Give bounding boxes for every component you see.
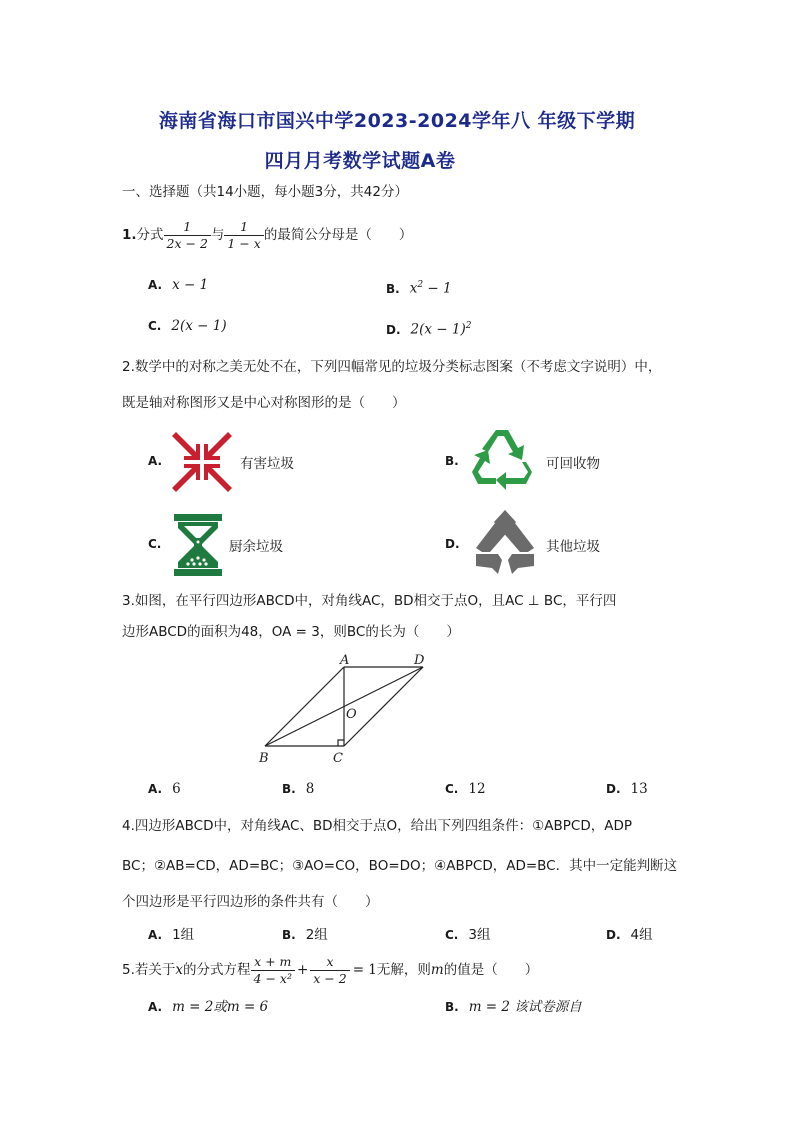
question-3-line1: 3.如图，在平行四边形ABCD中，对角线AC，BD相交于点O，且AC ⊥ BC，平行四 <box>122 593 617 609</box>
fraction-numerator: x + m <box>251 954 295 971</box>
option-letter: D. <box>606 782 621 796</box>
q1-option-a <box>148 275 208 295</box>
q5-var-m: m <box>430 962 444 978</box>
q4-option-a <box>148 925 194 945</box>
q2-option-a-letter <box>148 453 172 469</box>
option-text: 2组 <box>305 927 328 943</box>
q1-fraction-1 <box>164 219 211 252</box>
option-letter: C. <box>148 537 162 551</box>
q5-option-b <box>445 997 582 1017</box>
q4-option-d <box>606 925 653 945</box>
q1-fraction-2 <box>224 219 263 252</box>
option-text: 8 <box>305 781 315 797</box>
q5-mid: 的分式方程 <box>183 962 251 978</box>
q1-prefix: 分式 <box>136 227 164 243</box>
exponent: 2 <box>417 280 424 290</box>
option-letter: B. <box>445 1000 459 1014</box>
q2-option-d-label: 其他垃圾 <box>546 539 600 555</box>
parallelogram-figure <box>250 650 440 770</box>
fraction-denominator: 1 − x <box>227 235 261 251</box>
q5-fraction-1 <box>251 954 295 987</box>
hazard-arrows-icon <box>170 430 234 494</box>
recycle-icon <box>466 426 538 492</box>
q3-option-a <box>148 779 181 799</box>
q4-option-b <box>282 925 328 945</box>
option-letter: A. <box>148 278 163 292</box>
exam-title-line2: 四月月考数学试题A卷 <box>264 150 456 172</box>
option-letter: C. <box>445 782 459 796</box>
option-text: 2(x − 1) <box>171 318 227 334</box>
option-text: 3组 <box>468 927 491 943</box>
point-label-o: O <box>346 707 357 722</box>
q3-option-c <box>445 779 486 799</box>
question-5 <box>122 948 538 992</box>
q2-option-c-label: 厨余垃圾 <box>229 539 283 555</box>
option-letter: D. <box>386 322 401 337</box>
option-text: m = 2或m = 6 <box>172 999 269 1015</box>
option-letter: B. <box>282 782 296 796</box>
q5-equals: = 1 <box>352 962 377 978</box>
fraction-numerator: 1 <box>164 219 211 236</box>
q5-prefix: 5.若关于 <box>122 962 176 978</box>
q2-option-d-letter <box>445 536 470 552</box>
q5-plus: + <box>296 962 309 978</box>
question-4-line2: BC；②AB=CD，AD=BC；③AO=CO，BO=DO；④ABPCD，AD=BC．其中一定能判断这 <box>122 858 678 874</box>
q5-fraction-2 <box>310 954 349 987</box>
q5-suffix1: 无解，则 <box>376 962 431 978</box>
q5-var-x: x <box>175 962 184 978</box>
q1-suffix: 的最简公分母是（ ） <box>263 227 413 243</box>
question-4-line3: 个四边形是平行四边形的条件共有（ ） <box>122 894 379 910</box>
q2-option-b-label: 可回收物 <box>546 456 600 472</box>
option-text: x <box>409 280 418 297</box>
question-2-line1: 2.数学中的对称之美无处不在，下列四幅常见的垃圾分类标志图案（不考虑文字说明）中， <box>122 359 662 375</box>
exam-title-line1: 海南省海口市国兴中学2023-2024学年八 年级下学期 <box>158 110 636 132</box>
q3-option-d <box>606 779 648 799</box>
q3-option-b <box>282 779 314 799</box>
q4-option-c <box>445 925 490 945</box>
section-heading: 一、选择题（共14小题，每小题3分，共42分） <box>122 184 408 200</box>
option-letter: D. <box>445 537 460 551</box>
q5-suffix2: 的值是（ ） <box>443 962 539 978</box>
q5-option-a <box>148 997 268 1017</box>
other-waste-icon <box>468 508 542 580</box>
option-letter: A. <box>148 454 163 468</box>
option-letter: B. <box>445 454 459 468</box>
vertex-label-d: D <box>414 653 425 668</box>
fraction-denominator: x − 2 <box>313 970 347 986</box>
question-2-line2: 既是轴对称图形又是中心对称图形的是（ ） <box>122 395 406 411</box>
q1-option-b <box>386 275 452 299</box>
question-number: 1. <box>122 227 137 243</box>
option-text: 13 <box>630 781 648 797</box>
option-letter: A. <box>148 928 163 942</box>
option-text: 6 <box>172 781 181 797</box>
option-text: 4组 <box>630 927 653 943</box>
option-text: 1组 <box>172 927 195 943</box>
fraction-numerator: x <box>310 954 349 971</box>
hourglass-icon <box>172 514 224 576</box>
segment-ab <box>265 667 344 746</box>
option-letter: B. <box>282 928 296 942</box>
option-text: x − 1 <box>172 277 209 293</box>
option-letter: D. <box>606 928 621 942</box>
q2-option-a-label: 有害垃圾 <box>240 456 294 472</box>
option-text: 12 <box>468 781 486 797</box>
exponent: 2 <box>465 321 472 331</box>
option-letter: C. <box>445 928 459 942</box>
option-letter: A. <box>148 782 163 796</box>
fraction-denominator: 4 − x² <box>253 970 292 986</box>
vertex-label-a: A <box>340 653 350 668</box>
option-text: m = 2 该试卷源自 <box>468 999 582 1015</box>
option-text: − 1 <box>423 280 452 297</box>
q1-option-d <box>386 316 472 340</box>
fraction-numerator: 1 <box>224 219 263 236</box>
option-letter: B. <box>386 281 400 296</box>
question-4-line1: 4.四边形ABCD中，对角线AC、BD相交于点O，给出下列四组条件：①ABPCD，ADP <box>122 818 632 834</box>
question-3-line2: 边形ABCD的面积为48，OA = 3，则BC的长为（ ） <box>122 624 460 640</box>
q2-option-c-letter <box>148 536 171 552</box>
q1-mid: 与 <box>210 227 225 243</box>
vertex-label-b: B <box>259 751 269 766</box>
vertex-label-c: C <box>333 751 343 766</box>
right-angle-mark <box>338 740 344 746</box>
option-letter: C. <box>148 319 162 333</box>
fraction-denominator: 2x − 2 <box>166 235 208 251</box>
option-text: 2(x − 1) <box>410 321 466 338</box>
question-1 <box>122 213 412 257</box>
q1-option-c <box>148 316 227 336</box>
option-letter: A. <box>148 1000 163 1014</box>
